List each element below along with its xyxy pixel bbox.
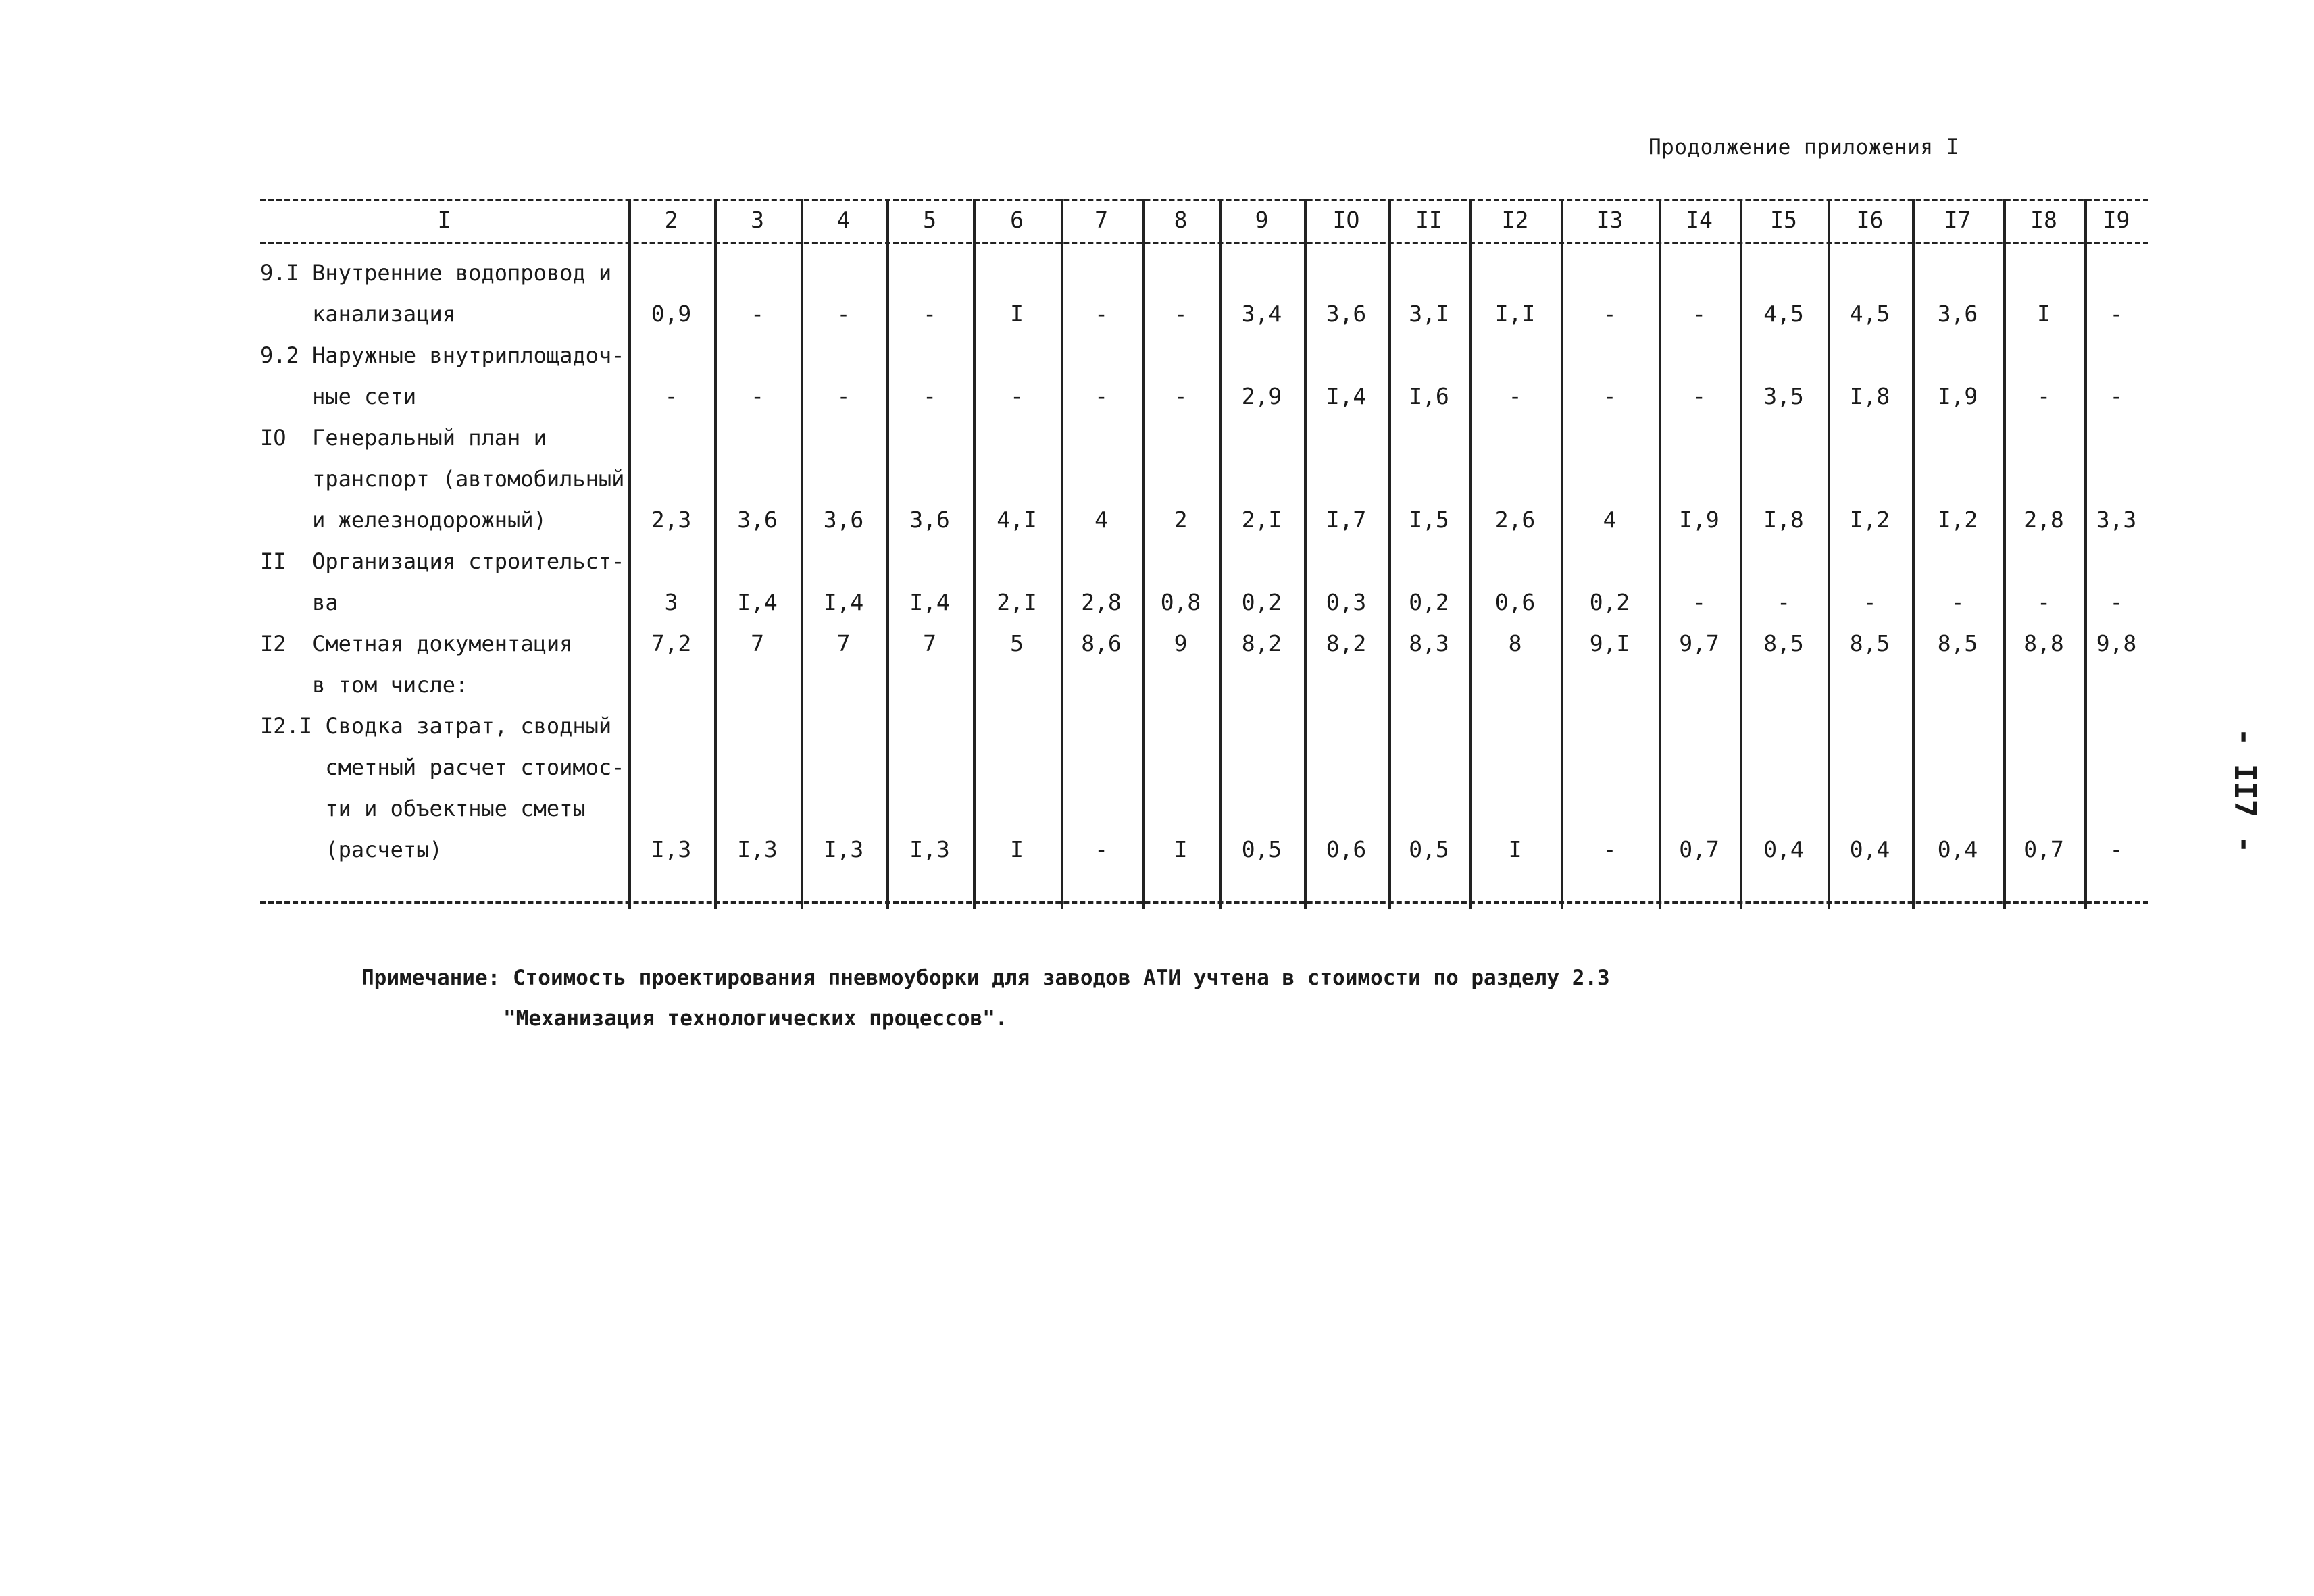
table-cell: 4,I (997, 507, 1037, 533)
table-cell: I,4 (909, 589, 950, 615)
table-cell: 0,8 (1160, 589, 1201, 615)
table-cell: - (836, 383, 851, 409)
row-label-line: сметный расчет стоимос- (260, 754, 625, 780)
table-cell: 9,I (1589, 630, 1630, 657)
table-cell: - (2109, 836, 2123, 863)
table-cell: I (2037, 301, 2051, 327)
table-cell: 9 (1174, 630, 1188, 657)
row-label-line: II Организация строительст- (260, 548, 625, 574)
table-cell: 3,6 (737, 507, 778, 533)
table-cell: 8,6 (1081, 630, 1122, 657)
table-cell: 0,4 (1763, 836, 1804, 863)
table-cell: - (923, 383, 936, 409)
column-header: 5 (923, 207, 936, 233)
table-cell: 0,2 (1409, 589, 1449, 615)
row-label-line: в том числе: (260, 672, 469, 698)
table-cell: 5 (1010, 630, 1024, 657)
column-header: 3 (751, 207, 764, 233)
table-cell: 0,4 (1849, 836, 1890, 863)
table-cell: I (1508, 836, 1522, 863)
table-cell: 4,5 (1849, 301, 1890, 327)
column-header: 9 (1255, 207, 1269, 233)
table-cell: - (2109, 301, 2123, 327)
table-cell: - (2109, 589, 2123, 615)
table-cell: 3,6 (1937, 301, 1978, 327)
table-cell: - (1692, 589, 1706, 615)
table-cell: - (1777, 589, 1790, 615)
row-label-line: 9.I Внутренние водопровод и (260, 260, 612, 286)
table-cell: - (1603, 383, 1617, 409)
table-cell: 3,6 (1326, 301, 1367, 327)
table-cell: 2 (1174, 507, 1188, 533)
table-cell: - (2037, 383, 2051, 409)
table-cell: I,3 (651, 836, 692, 863)
column-header: I9 (2103, 207, 2130, 233)
table-cell: 8,2 (1326, 630, 1367, 657)
row-label-line: 9.2 Наружные внутриплощадоч- (260, 342, 625, 368)
table-cell: 0,6 (1494, 589, 1536, 615)
table-cell: - (1095, 301, 1108, 327)
table-cell: 2,8 (2023, 507, 2064, 533)
table-cell: 2,I (997, 589, 1037, 615)
table-cell: 3 (664, 589, 678, 615)
table-cell: 7,2 (651, 630, 692, 657)
column-header: I7 (1944, 207, 1971, 233)
table-cell: I,2 (1937, 507, 1978, 533)
row-label-line: и железнодорожный) (260, 507, 547, 533)
table-cell: 8,5 (1937, 630, 1978, 657)
table-cell: 0,4 (1937, 836, 1978, 863)
table-cell: 2,6 (1494, 507, 1536, 533)
note-line-1: Примечание: Стоимость проектирования пневмоуборки для заводов АТИ учтена в стоимости по разделу 2.3 (361, 966, 1610, 990)
column-header: I (437, 207, 451, 233)
table-cell: I,3 (909, 836, 950, 863)
row-label-line: ные сети (260, 384, 417, 409)
table-cell: 4 (1095, 507, 1108, 533)
column-header: I6 (1856, 207, 1884, 233)
table-cell: I,9 (1679, 507, 1719, 533)
table-cell: - (2109, 383, 2123, 409)
table-cell: 7 (923, 630, 936, 657)
table-cell: 9,7 (1679, 630, 1719, 657)
row-label-line: транспорт (автомобильный (260, 466, 625, 492)
table-cell: - (1951, 589, 1965, 615)
table-cell: 3,6 (823, 507, 864, 533)
table-cell: 3,I (1409, 301, 1449, 327)
table-cell: - (1095, 383, 1108, 409)
row-label-line: I2 Сметная документация (260, 631, 573, 657)
table-cell: - (1095, 836, 1108, 863)
cost-table (260, 199, 2148, 909)
table-bottom-rule (260, 901, 2148, 904)
table-cell: 0,9 (651, 301, 692, 327)
page-number: - II7 - (2228, 727, 2263, 854)
row-label-line: ти и объектные сметы (260, 796, 586, 821)
table-cell: 0,5 (1241, 836, 1282, 863)
continuation-caption: Продолжение приложения I (1649, 135, 1959, 159)
table-cell: 8 (1508, 630, 1522, 657)
table-cell: - (1692, 383, 1706, 409)
table-cell: - (1010, 383, 1024, 409)
note-line-2: "Механизация технологических процессов". (503, 1006, 1008, 1031)
column-header: IO (1332, 207, 1360, 233)
column-header: I8 (2030, 207, 2057, 233)
table-cell: - (1603, 836, 1617, 863)
table-cell: 3,6 (909, 507, 950, 533)
column-header: 4 (836, 207, 851, 233)
table-cell: - (751, 383, 764, 409)
table-cell: - (923, 301, 936, 327)
table-cell: 9,8 (2096, 630, 2137, 657)
table-cell: - (751, 301, 764, 327)
table-cell: 7 (836, 630, 851, 657)
table-cell: - (1692, 301, 1706, 327)
table-cell: - (664, 383, 678, 409)
table-cell: 3,4 (1241, 301, 1282, 327)
row-label-line: канализация (260, 301, 455, 327)
table-cell: - (1174, 301, 1188, 327)
table-cell: - (1174, 383, 1188, 409)
table-header-rule (260, 242, 2148, 244)
table-cell: 8,5 (1763, 630, 1804, 657)
column-header: I5 (1770, 207, 1797, 233)
table-cell: - (2037, 589, 2051, 615)
table-cell: 0,2 (1589, 589, 1630, 615)
table-cell: I,2 (1849, 507, 1890, 533)
table-cell: 0,6 (1326, 836, 1367, 863)
table-cell: 4,5 (1763, 301, 1804, 327)
column-header: 2 (664, 207, 678, 233)
column-header: 6 (1010, 207, 1024, 233)
table-cell: I,6 (1409, 383, 1449, 409)
table-cell: I,4 (823, 589, 864, 615)
table-cell: 7 (751, 630, 764, 657)
table-cell: I,8 (1849, 383, 1890, 409)
table-cell: I,9 (1937, 383, 1978, 409)
table-cell: 3,5 (1763, 383, 1804, 409)
column-header: I3 (1596, 207, 1624, 233)
table-cell: I,3 (737, 836, 778, 863)
table-cell: I,I (1494, 301, 1536, 327)
table-cell: 8,2 (1241, 630, 1282, 657)
table-cell: - (1603, 301, 1617, 327)
table-cell: - (1863, 589, 1877, 615)
table-cell: 8,8 (2023, 630, 2064, 657)
column-header: II (1415, 207, 1442, 233)
table-cell: I (1174, 836, 1188, 863)
table-cell: I,8 (1763, 507, 1804, 533)
column-header: I4 (1686, 207, 1713, 233)
table-cell: I,3 (823, 836, 864, 863)
table-cell: 3,3 (2096, 507, 2137, 533)
column-header: I2 (1501, 207, 1529, 233)
table-cell: 2,9 (1241, 383, 1282, 409)
table-cell: 2,I (1241, 507, 1282, 533)
table-cell: I (1010, 836, 1024, 863)
row-label-line: IO Генеральный план и (260, 425, 547, 451)
table-cell: I,4 (1326, 383, 1367, 409)
table-cell: - (1508, 383, 1522, 409)
table-cell: I,7 (1326, 507, 1367, 533)
row-label-line: I2.I Сводка затрат, сводный (260, 713, 612, 739)
table-cell: 0,3 (1326, 589, 1367, 615)
table-cell: 8,5 (1849, 630, 1890, 657)
table-cell: 0,2 (1241, 589, 1282, 615)
column-header: 7 (1095, 207, 1108, 233)
table-cell: I,4 (737, 589, 778, 615)
table-cell: - (836, 301, 851, 327)
table-cell: I (1010, 301, 1024, 327)
row-label-line: ва (260, 590, 338, 615)
table-cell: 0,7 (1679, 836, 1719, 863)
row-label-line: (расчеты) (260, 837, 443, 863)
table-cell: 2,3 (651, 507, 692, 533)
table-cell: 0,7 (2023, 836, 2064, 863)
table-cell: 0,5 (1409, 836, 1449, 863)
table-cell: 8,3 (1409, 630, 1449, 657)
table-cell: 2,8 (1081, 589, 1122, 615)
column-header: 8 (1174, 207, 1188, 233)
table-cell: I,5 (1409, 507, 1449, 533)
table-cell: 4 (1603, 507, 1617, 533)
